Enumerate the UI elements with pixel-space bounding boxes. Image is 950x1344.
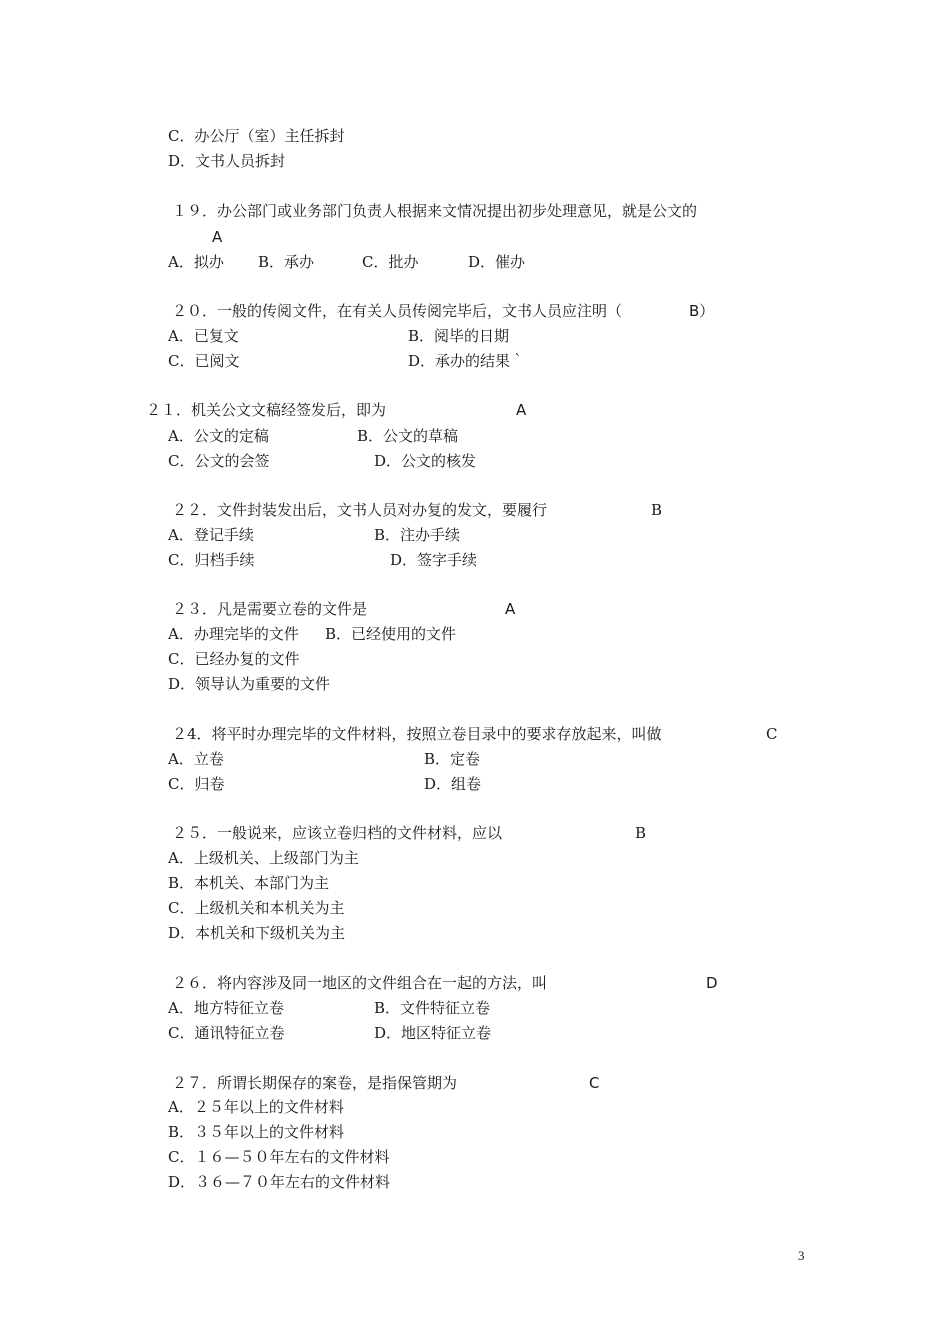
question-27-option-a: A．２５年以上的文件材料 bbox=[168, 1098, 344, 1116]
question-25-stem: ２５．一般说来，应该立卷归档的文件材料，应以 bbox=[172, 824, 503, 842]
question-26-option-c: C．通讯特征立卷 bbox=[168, 1024, 285, 1042]
question-21-option-b: B．公文的草稿 bbox=[357, 427, 459, 445]
question-20-option-a: A．已复文 bbox=[168, 327, 239, 345]
question-19-option-b: B．承办 bbox=[258, 253, 315, 271]
question-25-option-b: B．本机关、本部门为主 bbox=[168, 874, 330, 892]
question-26-answer: D bbox=[706, 974, 718, 992]
question-24-option-c: C．归卷 bbox=[168, 775, 225, 793]
question-25-answer: B bbox=[635, 824, 647, 842]
question-21-option-c: C．公文的会签 bbox=[168, 452, 270, 470]
question-27-option-d: D．３６—７０年左右的文件材料 bbox=[168, 1173, 391, 1191]
question-21-answer: A bbox=[516, 401, 527, 419]
question-22-answer: B bbox=[651, 501, 663, 519]
question-22-option-a: A．登记手续 bbox=[168, 526, 254, 544]
question-23-option-c: C．已经办复的文件 bbox=[168, 650, 300, 668]
question-22-stem: ２２．文件封装发出后，文书人员对办复的发文，要履行 bbox=[172, 501, 548, 519]
question-25-option-a: A．上级机关、上级部门为主 bbox=[168, 849, 359, 867]
question-23-option-a: A．办理完毕的文件 bbox=[168, 625, 299, 643]
question-22-option-b: B．注办手续 bbox=[374, 526, 461, 544]
question-22-option-c: C．归档手续 bbox=[168, 551, 255, 569]
question-24-stem: ２4．将平时办理完毕的文件材料，按照立卷目录中的要求存放起来，叫做 bbox=[172, 725, 662, 743]
question-24-option-d: D．组卷 bbox=[424, 775, 482, 793]
question-23-option-b: B．已经使用的文件 bbox=[325, 625, 457, 643]
question-20-stem: ２０．一般的传阅文件，在有关人员传阅完毕后，文书人员应注明（ bbox=[172, 302, 623, 320]
question-26-option-b: B．文件特征立卷 bbox=[374, 999, 491, 1017]
question-27-option-b: B．３５年以上的文件材料 bbox=[168, 1123, 345, 1141]
question-23-option-d: D．领导认为重要的文件 bbox=[168, 675, 331, 693]
question-22-option-d: D．签字手续 bbox=[390, 551, 478, 569]
question-26-option-d: D．地区特征立卷 bbox=[374, 1024, 492, 1042]
question-24-option-b: B．定卷 bbox=[424, 750, 481, 768]
question-21-option-d: D．公文的核发 bbox=[374, 452, 477, 470]
question-24-answer: C bbox=[766, 725, 778, 743]
question-24-option-a: A．立卷 bbox=[168, 750, 224, 768]
question-27-option-c: C．１６—５０年左右的文件材料 bbox=[168, 1148, 390, 1166]
question-21-option-a: A．公文的定稿 bbox=[168, 427, 269, 445]
question-20-answer: B） bbox=[689, 302, 715, 320]
question-19-option-c: C．批办 bbox=[362, 253, 419, 271]
question-23-answer: A bbox=[505, 600, 516, 618]
question-23-stem: ２３．凡是需要立卷的文件是 bbox=[172, 600, 368, 618]
question-27-stem: ２７．所谓长期保存的案卷，是指保管期为 bbox=[172, 1074, 458, 1092]
question-20-option-d: D．承办的结果｀ bbox=[408, 352, 526, 370]
question-19-option-d: D．催办 bbox=[468, 253, 526, 271]
question-27-answer: C bbox=[589, 1074, 600, 1092]
question-19-answer: A bbox=[212, 228, 223, 246]
option-d: D．文书人员拆封 bbox=[168, 152, 286, 170]
question-19-option-a: A．拟办 bbox=[168, 253, 224, 271]
question-26-stem: ２６．将内容涉及同一地区的文件组合在一起的方法，叫 bbox=[172, 974, 548, 992]
question-21-stem: ２１．机关公文文稿经签发后，即为 bbox=[146, 401, 387, 419]
option-c: C．办公厅（室）主任拆封 bbox=[168, 127, 345, 145]
question-26-option-a: A．地方特征立卷 bbox=[168, 999, 284, 1017]
page-number: 3 bbox=[798, 1248, 805, 1263]
question-25-option-d: D．本机关和下级机关为主 bbox=[168, 924, 346, 942]
question-20-option-c: C．已阅文 bbox=[168, 352, 240, 370]
question-20-option-b: B．阅毕的日期 bbox=[408, 327, 510, 345]
question-19-stem: １９．办公部门或业务部门负责人根据来文情况提出初步处理意见，就是公文的 bbox=[172, 202, 698, 220]
question-25-option-c: C．上级机关和本机关为主 bbox=[168, 899, 345, 917]
